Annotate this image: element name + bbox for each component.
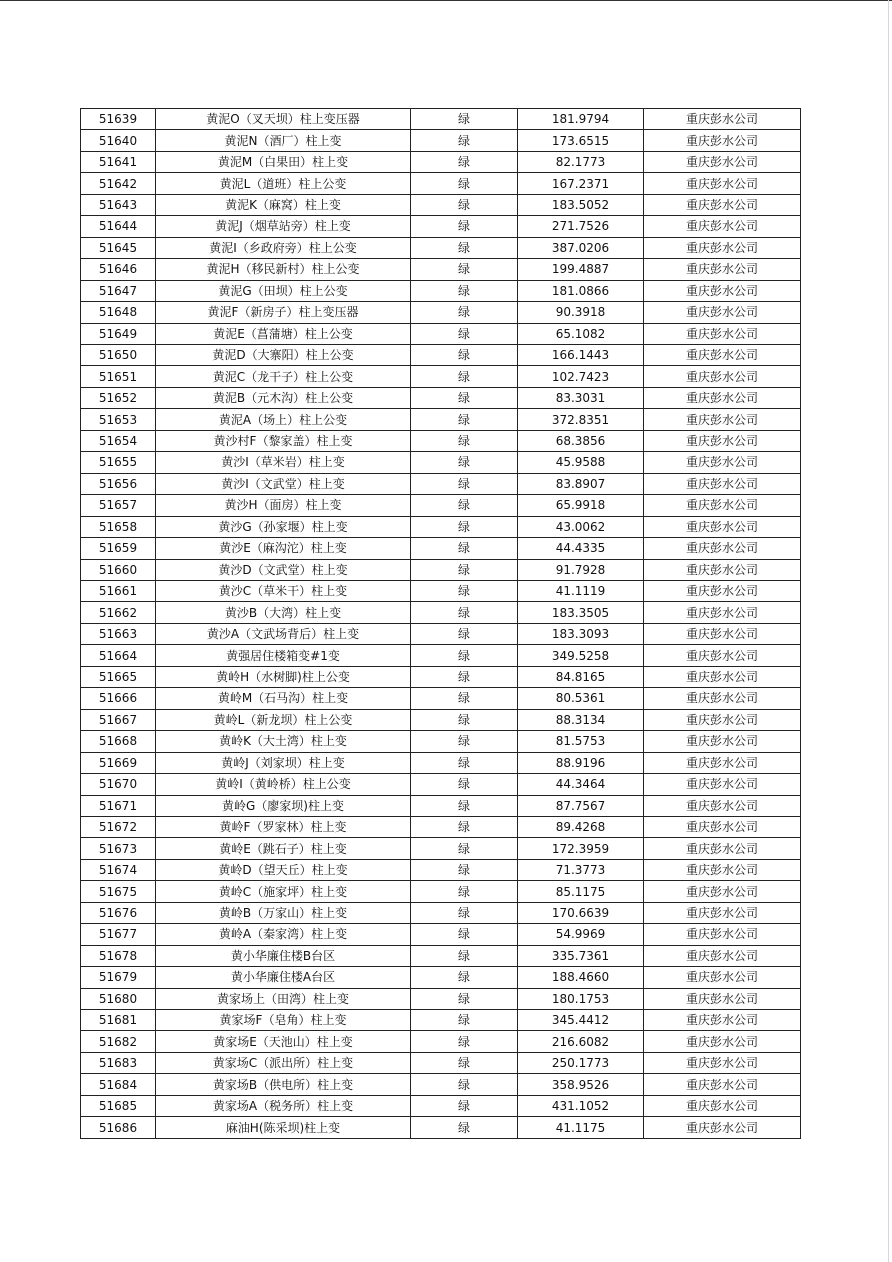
status-cell: 绿: [411, 237, 518, 258]
station-name-cell: 黄岭I（黄岭桥）柱上公变: [156, 774, 411, 795]
page-top-rule: [0, 0, 892, 1]
status-cell: 绿: [411, 387, 518, 408]
row-id-cell: 51685: [81, 1095, 156, 1116]
station-name-cell: 黄沙G（孙家堰）柱上变: [156, 516, 411, 537]
row-id-cell: 51670: [81, 774, 156, 795]
row-id-cell: 51686: [81, 1117, 156, 1138]
value-cell: 250.1773: [518, 1052, 644, 1073]
value-cell: 358.9526: [518, 1074, 644, 1095]
value-cell: 271.7526: [518, 216, 644, 237]
station-name-cell: 黄沙A（文武场背后）柱上变: [156, 623, 411, 644]
status-cell: 绿: [411, 1031, 518, 1052]
value-cell: 180.1753: [518, 988, 644, 1009]
value-cell: 345.4412: [518, 1010, 644, 1031]
company-cell: 重庆彭水公司: [644, 1052, 801, 1073]
value-cell: 41.1175: [518, 1117, 644, 1138]
company-cell: 重庆彭水公司: [644, 902, 801, 923]
table-row: [81, 1095, 801, 1116]
row-id-cell: 51639: [81, 109, 156, 130]
station-name-cell: 黄泥N（酒厂）柱上变: [156, 130, 411, 151]
table-row: [81, 538, 801, 559]
company-cell: 重庆彭水公司: [644, 666, 801, 687]
row-id-cell: 51642: [81, 173, 156, 194]
status-cell: 绿: [411, 838, 518, 859]
company-cell: 重庆彭水公司: [644, 516, 801, 537]
status-cell: 绿: [411, 795, 518, 816]
status-cell: 绿: [411, 881, 518, 902]
row-id-cell: 51657: [81, 495, 156, 516]
table-row: [81, 323, 801, 344]
value-cell: 181.9794: [518, 109, 644, 130]
table-row: [81, 859, 801, 880]
station-name-cell: 黄岭B（万家山）柱上变: [156, 902, 411, 923]
company-cell: 重庆彭水公司: [644, 774, 801, 795]
value-cell: 167.2371: [518, 173, 644, 194]
status-cell: 绿: [411, 216, 518, 237]
company-cell: 重庆彭水公司: [644, 538, 801, 559]
company-cell: 重庆彭水公司: [644, 859, 801, 880]
company-cell: 重庆彭水公司: [644, 838, 801, 859]
row-id-cell: 51673: [81, 838, 156, 859]
company-cell: 重庆彭水公司: [644, 473, 801, 494]
value-cell: 372.8351: [518, 409, 644, 430]
value-cell: 41.1119: [518, 580, 644, 601]
company-cell: 重庆彭水公司: [644, 795, 801, 816]
row-id-cell: 51651: [81, 366, 156, 387]
status-cell: 绿: [411, 988, 518, 1009]
table-row: [81, 580, 801, 601]
value-cell: 102.7423: [518, 366, 644, 387]
value-cell: 71.3773: [518, 859, 644, 880]
table-row: [81, 559, 801, 580]
station-name-cell: 黄泥D（大寨阳）柱上公变: [156, 344, 411, 365]
row-id-cell: 51640: [81, 130, 156, 151]
status-cell: 绿: [411, 774, 518, 795]
row-id-cell: 51653: [81, 409, 156, 430]
row-id-cell: 51665: [81, 666, 156, 687]
status-cell: 绿: [411, 752, 518, 773]
value-cell: 173.6515: [518, 130, 644, 151]
status-cell: 绿: [411, 173, 518, 194]
company-cell: 重庆彭水公司: [644, 109, 801, 130]
status-cell: 绿: [411, 623, 518, 644]
station-name-cell: 黄泥O（叉天坝）柱上变压器: [156, 109, 411, 130]
status-cell: 绿: [411, 645, 518, 666]
table-row: [81, 967, 801, 988]
table-row: [81, 130, 801, 151]
row-id-cell: 51660: [81, 559, 156, 580]
status-cell: 绿: [411, 516, 518, 537]
status-cell: 绿: [411, 151, 518, 172]
status-cell: 绿: [411, 559, 518, 580]
station-name-cell: 黄泥F（新房子）柱上变压器: [156, 302, 411, 323]
transformer-table: [80, 108, 801, 1139]
table-row: [81, 1010, 801, 1031]
table-body: [81, 109, 801, 1139]
company-cell: 重庆彭水公司: [644, 1074, 801, 1095]
status-cell: 绿: [411, 731, 518, 752]
table-row: [81, 280, 801, 301]
station-name-cell: 黄泥E（菖蒲塘）柱上公变: [156, 323, 411, 344]
company-cell: 重庆彭水公司: [644, 623, 801, 644]
station-name-cell: 黄泥C（龙干子）柱上公变: [156, 366, 411, 387]
company-cell: 重庆彭水公司: [644, 945, 801, 966]
table-row: [81, 1031, 801, 1052]
table-row: [81, 945, 801, 966]
company-cell: 重庆彭水公司: [644, 344, 801, 365]
value-cell: 54.9969: [518, 924, 644, 945]
company-cell: 重庆彭水公司: [644, 816, 801, 837]
table-row: [81, 881, 801, 902]
value-cell: 65.1082: [518, 323, 644, 344]
company-cell: 重庆彭水公司: [644, 559, 801, 580]
row-id-cell: 51669: [81, 752, 156, 773]
station-name-cell: 黄岭E（跳石子）柱上变: [156, 838, 411, 859]
station-name-cell: 黄家场A（税务所）柱上变: [156, 1095, 411, 1116]
value-cell: 65.9918: [518, 495, 644, 516]
status-cell: 绿: [411, 1052, 518, 1073]
station-name-cell: 黄泥K（麻窝）柱上变: [156, 194, 411, 215]
company-cell: 重庆彭水公司: [644, 688, 801, 709]
station-name-cell: 黄泥A（场上）柱上公变: [156, 409, 411, 430]
status-cell: 绿: [411, 967, 518, 988]
row-id-cell: 51680: [81, 988, 156, 1009]
table-row: [81, 623, 801, 644]
status-cell: 绿: [411, 924, 518, 945]
status-cell: 绿: [411, 602, 518, 623]
table-row: [81, 452, 801, 473]
status-cell: 绿: [411, 452, 518, 473]
value-cell: 199.4887: [518, 259, 644, 280]
value-cell: 183.3093: [518, 623, 644, 644]
table-row: [81, 838, 801, 859]
table-row: [81, 173, 801, 194]
company-cell: 重庆彭水公司: [644, 323, 801, 344]
table-row: [81, 473, 801, 494]
row-id-cell: 51643: [81, 194, 156, 215]
station-name-cell: 黄泥G（田坝）柱上公变: [156, 280, 411, 301]
station-name-cell: 黄小华廉住楼B台区: [156, 945, 411, 966]
table-row: [81, 344, 801, 365]
company-cell: 重庆彭水公司: [644, 151, 801, 172]
row-id-cell: 51684: [81, 1074, 156, 1095]
value-cell: 80.5361: [518, 688, 644, 709]
table-row: [81, 688, 801, 709]
page-right-edge: [888, 0, 889, 1262]
company-cell: 重庆彭水公司: [644, 280, 801, 301]
row-id-cell: 51646: [81, 259, 156, 280]
table-row: [81, 988, 801, 1009]
status-cell: 绿: [411, 430, 518, 451]
company-cell: 重庆彭水公司: [644, 988, 801, 1009]
value-cell: 91.7928: [518, 559, 644, 580]
status-cell: 绿: [411, 109, 518, 130]
row-id-cell: 51645: [81, 237, 156, 258]
value-cell: 88.9196: [518, 752, 644, 773]
table-row: [81, 1117, 801, 1138]
table-row: [81, 194, 801, 215]
status-cell: 绿: [411, 688, 518, 709]
table-row: [81, 1052, 801, 1073]
station-name-cell: 黄家场上（田湾）柱上变: [156, 988, 411, 1009]
company-cell: 重庆彭水公司: [644, 602, 801, 623]
station-name-cell: 黄沙B（大湾）柱上变: [156, 602, 411, 623]
company-cell: 重庆彭水公司: [644, 1031, 801, 1052]
table-row: [81, 731, 801, 752]
company-cell: 重庆彭水公司: [644, 302, 801, 323]
row-id-cell: 51675: [81, 881, 156, 902]
value-cell: 431.1052: [518, 1095, 644, 1116]
value-cell: 181.0866: [518, 280, 644, 301]
value-cell: 172.3959: [518, 838, 644, 859]
station-name-cell: 黄岭C（施家坪）柱上变: [156, 881, 411, 902]
station-name-cell: 黄岭M（石马沟）柱上变: [156, 688, 411, 709]
status-cell: 绿: [411, 538, 518, 559]
company-cell: 重庆彭水公司: [644, 1010, 801, 1031]
table-row: [81, 366, 801, 387]
row-id-cell: 51650: [81, 344, 156, 365]
row-id-cell: 51654: [81, 430, 156, 451]
value-cell: 183.3505: [518, 602, 644, 623]
value-cell: 89.4268: [518, 816, 644, 837]
table-row: [81, 709, 801, 730]
station-name-cell: 黄沙I（文武堂）柱上变: [156, 473, 411, 494]
row-id-cell: 51652: [81, 387, 156, 408]
row-id-cell: 51679: [81, 967, 156, 988]
table-row: [81, 237, 801, 258]
company-cell: 重庆彭水公司: [644, 924, 801, 945]
station-name-cell: 黄岭L（新龙坝）柱上公变: [156, 709, 411, 730]
value-cell: 83.3031: [518, 387, 644, 408]
station-name-cell: 黄泥B（元木沟）柱上公变: [156, 387, 411, 408]
row-id-cell: 51644: [81, 216, 156, 237]
company-cell: 重庆彭水公司: [644, 452, 801, 473]
row-id-cell: 51655: [81, 452, 156, 473]
company-cell: 重庆彭水公司: [644, 409, 801, 430]
station-name-cell: 黄泥L（道班）柱上公变: [156, 173, 411, 194]
station-name-cell: 黄沙E（麻沟沱）柱上变: [156, 538, 411, 559]
status-cell: 绿: [411, 302, 518, 323]
row-id-cell: 51656: [81, 473, 156, 494]
row-id-cell: 51649: [81, 323, 156, 344]
table-row: [81, 795, 801, 816]
table-row: [81, 109, 801, 130]
status-cell: 绿: [411, 945, 518, 966]
row-id-cell: 51678: [81, 945, 156, 966]
row-id-cell: 51663: [81, 623, 156, 644]
station-name-cell: 黄泥I（乡政府旁）柱上公变: [156, 237, 411, 258]
status-cell: 绿: [411, 1095, 518, 1116]
table-row: [81, 495, 801, 516]
company-cell: 重庆彭水公司: [644, 580, 801, 601]
row-id-cell: 51672: [81, 816, 156, 837]
station-name-cell: 黄沙D（文武堂）柱上变: [156, 559, 411, 580]
status-cell: 绿: [411, 473, 518, 494]
table-row: [81, 216, 801, 237]
value-cell: 183.5052: [518, 194, 644, 215]
table-row: [81, 752, 801, 773]
status-cell: 绿: [411, 259, 518, 280]
company-cell: 重庆彭水公司: [644, 216, 801, 237]
table-row: [81, 666, 801, 687]
row-id-cell: 51647: [81, 280, 156, 301]
table-row: [81, 602, 801, 623]
row-id-cell: 51659: [81, 538, 156, 559]
company-cell: 重庆彭水公司: [644, 194, 801, 215]
table-row: [81, 430, 801, 451]
status-cell: 绿: [411, 1010, 518, 1031]
station-name-cell: 黄泥H（移民新村）柱上公变: [156, 259, 411, 280]
row-id-cell: 51671: [81, 795, 156, 816]
row-id-cell: 51667: [81, 709, 156, 730]
status-cell: 绿: [411, 194, 518, 215]
table-row: [81, 645, 801, 666]
company-cell: 重庆彭水公司: [644, 1117, 801, 1138]
row-id-cell: 51681: [81, 1010, 156, 1031]
row-id-cell: 51662: [81, 602, 156, 623]
company-cell: 重庆彭水公司: [644, 1095, 801, 1116]
value-cell: 335.7361: [518, 945, 644, 966]
station-name-cell: 黄强居住楼箱变#1变: [156, 645, 411, 666]
company-cell: 重庆彭水公司: [644, 173, 801, 194]
status-cell: 绿: [411, 280, 518, 301]
value-cell: 88.3134: [518, 709, 644, 730]
row-id-cell: 51661: [81, 580, 156, 601]
table-row: [81, 151, 801, 172]
value-cell: 90.3918: [518, 302, 644, 323]
row-id-cell: 51658: [81, 516, 156, 537]
company-cell: 重庆彭水公司: [644, 430, 801, 451]
status-cell: 绿: [411, 323, 518, 344]
value-cell: 81.5753: [518, 731, 644, 752]
station-name-cell: 黄岭F（罗家林）柱上变: [156, 816, 411, 837]
value-cell: 43.0062: [518, 516, 644, 537]
value-cell: 170.6639: [518, 902, 644, 923]
status-cell: 绿: [411, 859, 518, 880]
table-row: [81, 816, 801, 837]
station-name-cell: 黄沙村F（黎家盖）柱上变: [156, 430, 411, 451]
station-name-cell: 黄沙I（草米岩）柱上变: [156, 452, 411, 473]
status-cell: 绿: [411, 709, 518, 730]
row-id-cell: 51683: [81, 1052, 156, 1073]
station-name-cell: 黄岭G（廖家坝)柱上变: [156, 795, 411, 816]
status-cell: 绿: [411, 1074, 518, 1095]
value-cell: 82.1773: [518, 151, 644, 172]
company-cell: 重庆彭水公司: [644, 495, 801, 516]
status-cell: 绿: [411, 580, 518, 601]
table-row: [81, 302, 801, 323]
status-cell: 绿: [411, 130, 518, 151]
row-id-cell: 51668: [81, 731, 156, 752]
row-id-cell: 51676: [81, 902, 156, 923]
station-name-cell: 黄家场E（天池山）柱上变: [156, 1031, 411, 1052]
company-cell: 重庆彭水公司: [644, 967, 801, 988]
row-id-cell: 51664: [81, 645, 156, 666]
value-cell: 87.7567: [518, 795, 644, 816]
value-cell: 349.5258: [518, 645, 644, 666]
row-id-cell: 51677: [81, 924, 156, 945]
station-name-cell: 黄家场C（派出所）柱上变: [156, 1052, 411, 1073]
row-id-cell: 51648: [81, 302, 156, 323]
value-cell: 84.8165: [518, 666, 644, 687]
company-cell: 重庆彭水公司: [644, 130, 801, 151]
station-name-cell: 黄泥J（烟草站旁）柱上变: [156, 216, 411, 237]
row-id-cell: 51682: [81, 1031, 156, 1052]
station-name-cell: 黄岭A（秦家湾）柱上变: [156, 924, 411, 945]
value-cell: 188.4660: [518, 967, 644, 988]
table-row: [81, 924, 801, 945]
company-cell: 重庆彭水公司: [644, 366, 801, 387]
status-cell: 绿: [411, 409, 518, 430]
status-cell: 绿: [411, 366, 518, 387]
row-id-cell: 51674: [81, 859, 156, 880]
value-cell: 387.0206: [518, 237, 644, 258]
row-id-cell: 51666: [81, 688, 156, 709]
status-cell: 绿: [411, 902, 518, 923]
table-row: [81, 516, 801, 537]
table-row: [81, 774, 801, 795]
value-cell: 85.1175: [518, 881, 644, 902]
station-name-cell: 黄家场B（供电所）柱上变: [156, 1074, 411, 1095]
station-name-cell: 黄沙H（面房）柱上变: [156, 495, 411, 516]
table-row: [81, 387, 801, 408]
table-row: [81, 259, 801, 280]
company-cell: 重庆彭水公司: [644, 752, 801, 773]
company-cell: 重庆彭水公司: [644, 731, 801, 752]
table-row: [81, 409, 801, 430]
station-name-cell: 黄岭K（大土湾）柱上变: [156, 731, 411, 752]
company-cell: 重庆彭水公司: [644, 259, 801, 280]
company-cell: 重庆彭水公司: [644, 387, 801, 408]
company-cell: 重庆彭水公司: [644, 709, 801, 730]
value-cell: 44.4335: [518, 538, 644, 559]
station-name-cell: 黄岭J（刘家坝）柱上变: [156, 752, 411, 773]
row-id-cell: 51641: [81, 151, 156, 172]
status-cell: 绿: [411, 495, 518, 516]
station-name-cell: 黄家场F（皂角）柱上变: [156, 1010, 411, 1031]
status-cell: 绿: [411, 666, 518, 687]
value-cell: 45.9588: [518, 452, 644, 473]
company-cell: 重庆彭水公司: [644, 881, 801, 902]
status-cell: 绿: [411, 344, 518, 365]
company-cell: 重庆彭水公司: [644, 237, 801, 258]
station-name-cell: 黄岭H（水树脚)柱上公变: [156, 666, 411, 687]
company-cell: 重庆彭水公司: [644, 645, 801, 666]
value-cell: 83.8907: [518, 473, 644, 494]
value-cell: 216.6082: [518, 1031, 644, 1052]
value-cell: 166.1443: [518, 344, 644, 365]
value-cell: 68.3856: [518, 430, 644, 451]
status-cell: 绿: [411, 816, 518, 837]
table-row: [81, 902, 801, 923]
station-name-cell: 黄小华廉住楼A台区: [156, 967, 411, 988]
station-name-cell: 麻油H(陈采坝)柱上变: [156, 1117, 411, 1138]
station-name-cell: 黄岭D（望天丘）柱上变: [156, 859, 411, 880]
table-row: [81, 1074, 801, 1095]
station-name-cell: 黄沙C（草米干）柱上变: [156, 580, 411, 601]
station-name-cell: 黄泥M（白果田）柱上变: [156, 151, 411, 172]
status-cell: 绿: [411, 1117, 518, 1138]
value-cell: 44.3464: [518, 774, 644, 795]
